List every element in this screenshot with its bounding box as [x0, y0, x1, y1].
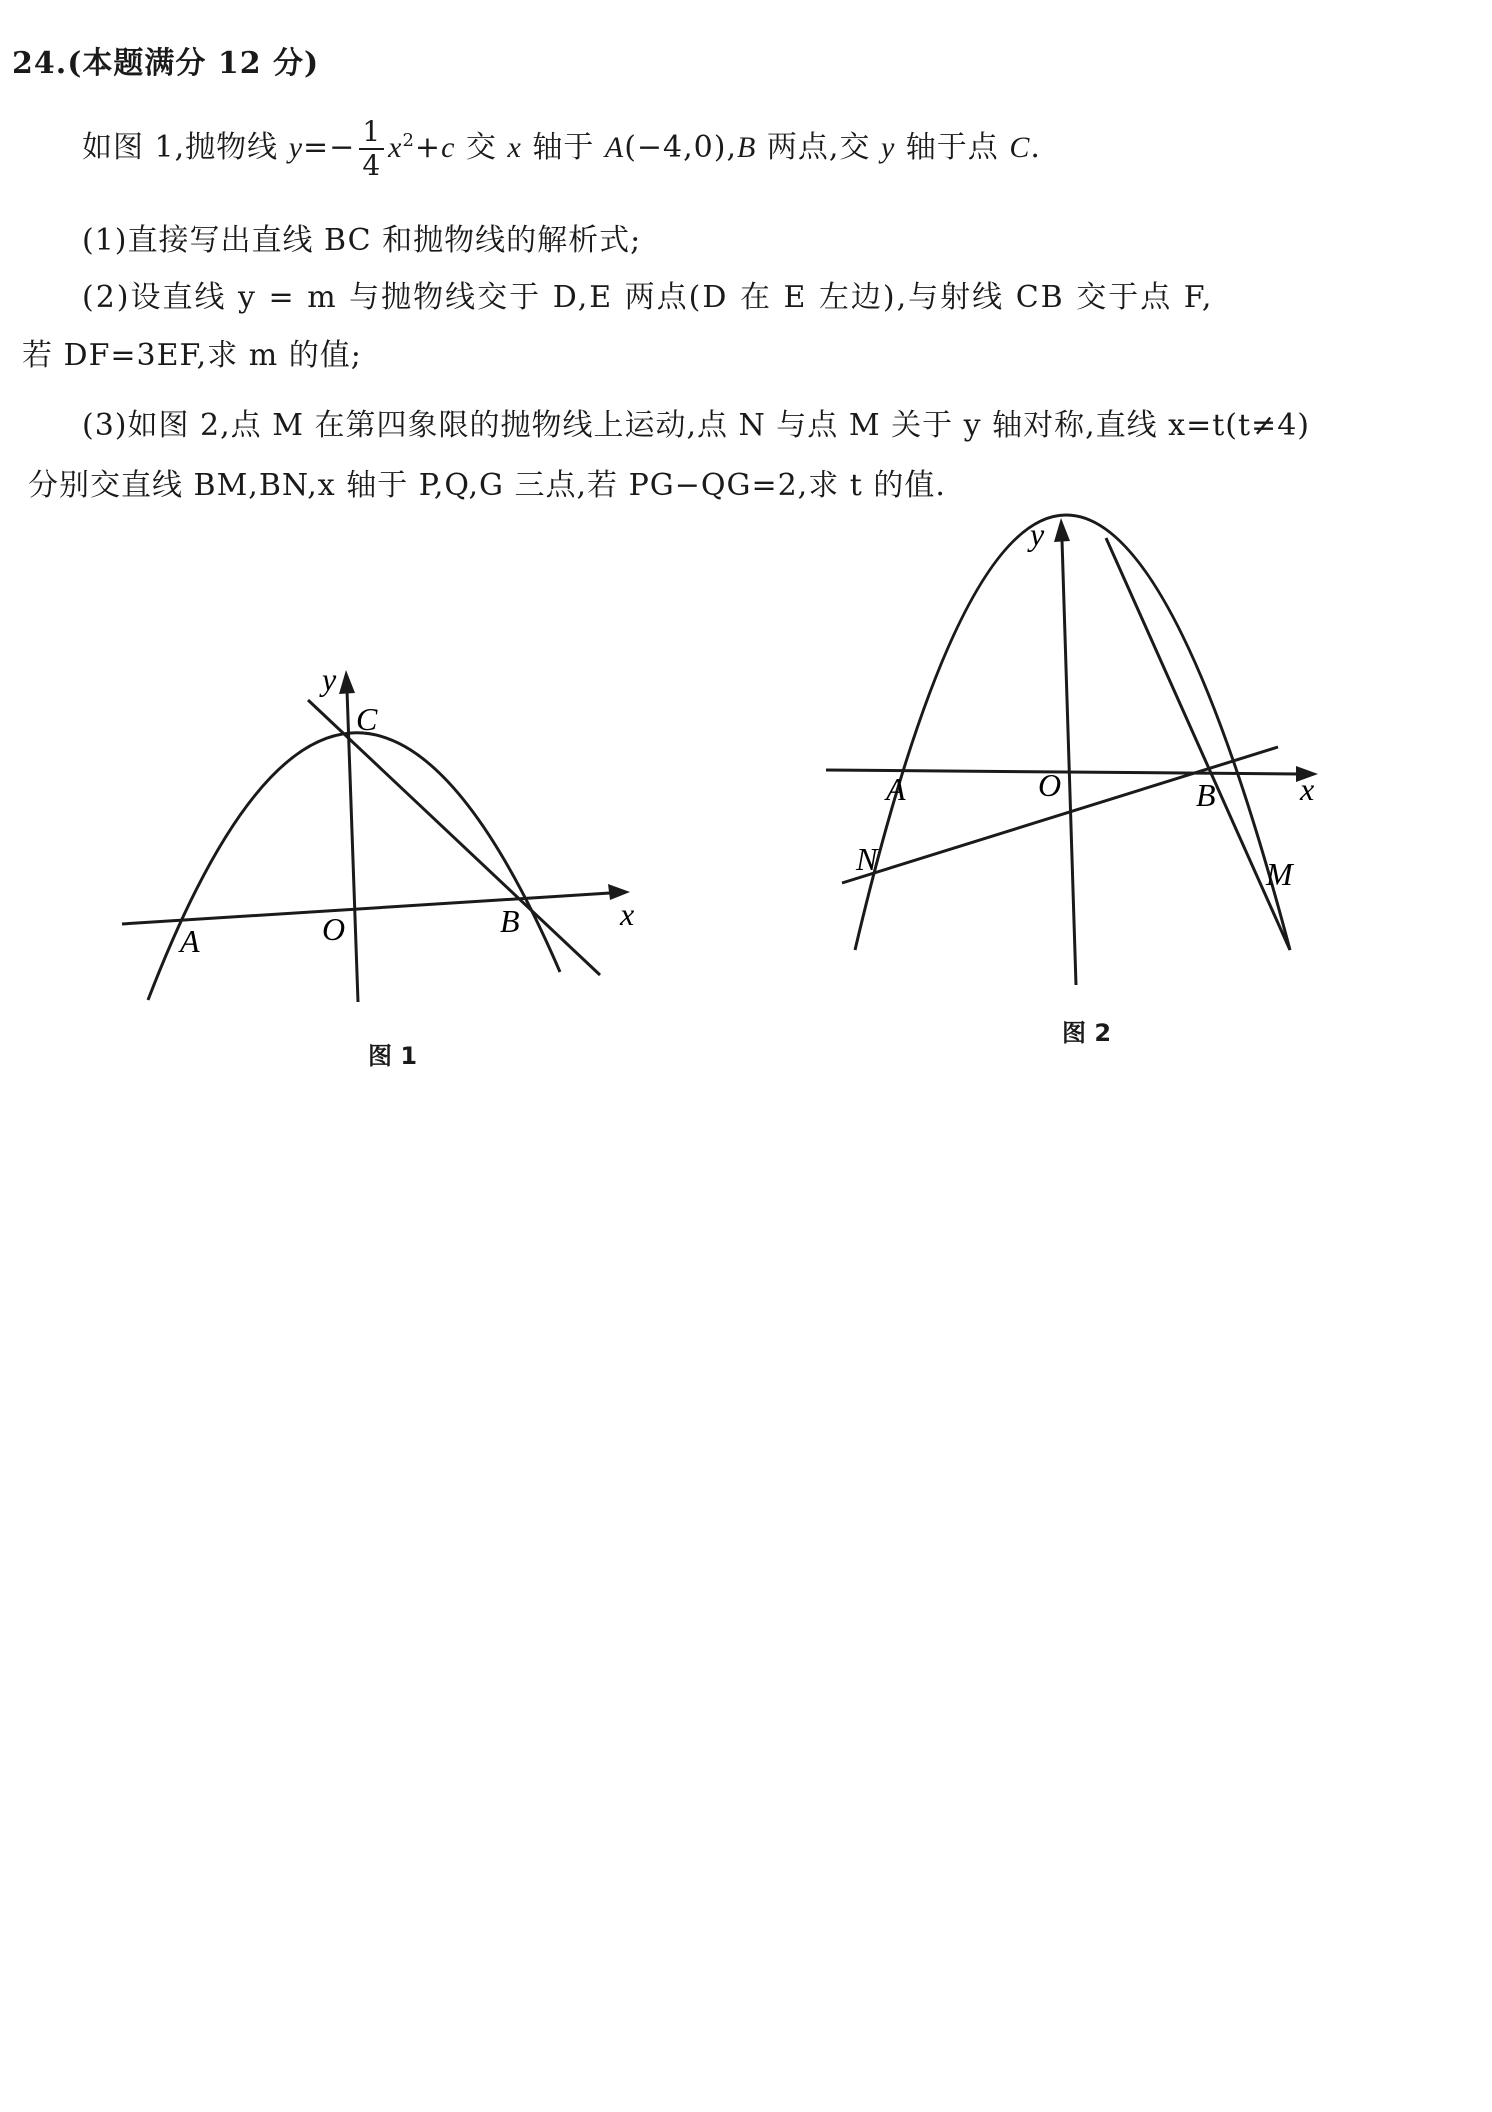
question-3-line-2: 分别交直线 BM,BN,x 轴于 P,Q,G 三点,若 PG−QG=2,求 t 的值.	[28, 468, 946, 503]
intro-y: y	[288, 131, 304, 164]
intro-text-b: 交	[455, 130, 508, 165]
intro-coord: (−4,0),	[624, 130, 737, 165]
fraction-denominator: 4	[362, 149, 382, 182]
problem-header: 24.(本题满分 12 分)	[12, 46, 320, 81]
fig2-y-axis	[1062, 540, 1076, 985]
fig1-label-a: A	[180, 923, 200, 959]
fig1-label-o: O	[322, 911, 346, 947]
fig1-label-c: C	[356, 701, 378, 737]
intro-eq: =−	[303, 130, 356, 165]
intro-text-a: 如图 1,抛物线	[82, 130, 289, 165]
question-2-line-1: (2)设直线 y = m 与抛物线交于 D,E 两点(D 在 E 左边),与射线 CB 交于点 F,	[82, 280, 1214, 315]
intro-B: B	[737, 131, 757, 164]
intro-x: x	[388, 131, 403, 164]
figure-2-caption: 图 2	[1062, 1019, 1112, 1047]
fig2-label-b: B	[1196, 777, 1216, 813]
intro-x2: x	[507, 131, 522, 164]
intro-text-c: 轴于	[521, 130, 605, 165]
intro-exponent: 2	[402, 130, 415, 151]
fig2-line-bm	[1106, 538, 1290, 950]
fig1-label-b: B	[500, 903, 520, 939]
fig2-label-o: O	[1038, 767, 1062, 803]
fig1-label-y: y	[322, 661, 337, 697]
intro-text-e: 轴于点	[895, 130, 1010, 165]
intro-end: .	[1030, 130, 1041, 165]
intro-plus: +	[414, 130, 442, 165]
intro-y2: y	[880, 131, 896, 164]
fig2-label-y: y	[1030, 516, 1045, 552]
fig2-y-arrow	[1054, 518, 1070, 542]
fig2-label-n: N	[856, 841, 878, 877]
intro-c: c	[441, 131, 456, 164]
question-3-line-1: (3)如图 2,点 M 在第四象限的抛物线上运动,点 N 与点 M 关于 y 轴对称,直线 x=t(t≠4)	[82, 408, 1310, 443]
question-2-line-2: 若 DF=3EF,求 m 的值;	[22, 338, 362, 373]
fig2-label-m: M	[1266, 856, 1293, 892]
question-1: (1)直接写出直线 BC 和抛物线的解析式;	[82, 223, 642, 258]
intro-text-d: 两点,交	[756, 130, 881, 165]
fig2-label-a: A	[886, 771, 906, 807]
intro-A: A	[604, 131, 625, 164]
figure-1-caption: 图 1	[368, 1042, 418, 1070]
intro-C: C	[1009, 131, 1031, 164]
fig1-label-x: x	[620, 896, 635, 932]
fraction-numerator: 1	[359, 118, 384, 150]
fig2-label-x: x	[1300, 771, 1315, 807]
